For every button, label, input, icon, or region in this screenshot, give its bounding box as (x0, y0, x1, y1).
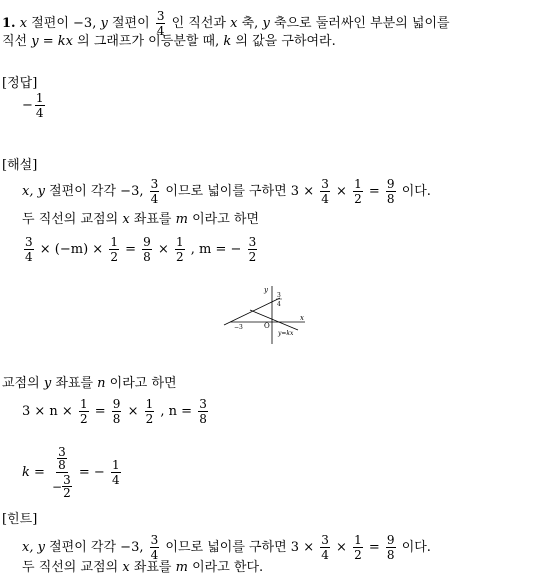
var-y: y (262, 16, 270, 31)
line-label: y=kx (278, 330, 294, 337)
explanation-line-6: k = 3 8 − $\frac{3}{2}$ = − $\frac{1}{4}$ (22, 445, 120, 500)
text: 절편이 (31, 16, 69, 31)
text: 축으로 둘러싸인 부분의 넓이를 (273, 16, 450, 31)
var-y: y (100, 16, 108, 31)
var-x: x (19, 16, 28, 31)
hint-line-2: 두 직선의 교점의 x 좌표를 m 이라고 한다. (22, 560, 264, 575)
coordinate-graph (220, 282, 320, 352)
answer-fraction: $\frac{1}{4}$ (35, 91, 44, 120)
origin-label: O (264, 322, 270, 330)
text: 절편이 (111, 16, 150, 31)
y-axis-label: y (264, 286, 268, 294)
line-y-equals-kx (250, 310, 298, 330)
explanation-line-5: 3 × n × $\frac{1}{2}$ = $\frac{9}{8}$ × $\frac{1}{2}$ , n = $\frac{3}{8}$ (22, 397, 207, 426)
explanation-line-3: $\frac{3}{4}$ × (−m) × $\frac{1}{2}$ = $\frac{9}{8}$ × $\frac{1}{2}$ , m = − $\frac{3}{2}$ (25, 235, 257, 264)
problem-number: 1. (2, 16, 16, 31)
explanation-line-1: x, y 절편이 각각 −3, $\frac{3}{4}$ 이므로 넓이를 구하면 3 × $\frac{3}{4}$ × $\frac{1}{2}$ = $\frac{9}{8}$ 이다. (22, 177, 431, 206)
var-k: k (223, 34, 232, 49)
var-x: x (230, 16, 238, 31)
text: 인 직선과 (171, 16, 226, 31)
problem-line-1: 1. x 절편이 −3, y 절편이 $\frac{3}{4}$ 인 직선과 x 축, y 축으로 둘러싸인 부분의 넓이를 (2, 9, 450, 38)
fraction-3-4: $\frac{3}{4}$ (156, 9, 165, 38)
explanation-line-4: 교점의 y 좌표를 n 이라고 하면 (2, 376, 177, 391)
answer-value: − $\frac{1}{4}$ (22, 91, 44, 120)
answer-header: [정답] (2, 76, 38, 91)
y-intercept-num: 3 (277, 292, 281, 299)
hint-line-1: x, y 절편이 각각 −3, $\frac{3}{4}$ 이므로 넓이를 구하면 3 × $\frac{3}{4}$ × $\frac{1}{2}$ = $\frac{9}{8}$ 이다. (22, 533, 431, 562)
compound-fraction: 3 8 − $\frac{3}{2}$ (52, 445, 71, 500)
problem-line-2: 직선 y = kx 의 그래프가 이등분할 때, k 의 값을 구하여라. (2, 34, 336, 49)
hint-header: [힌트] (2, 512, 38, 527)
explanation-line-2: 두 직선의 교점의 x 좌표를 m 이라고 하면 (22, 212, 260, 227)
equation: y = kx (31, 34, 73, 49)
explanation-header: [해설] (2, 158, 38, 173)
y-intercept-den: 4 (277, 301, 281, 308)
x-intercept-label: −3 (234, 324, 243, 331)
value: −3 (73, 16, 93, 31)
text: 축, (241, 16, 259, 31)
x-axis-label: x (300, 314, 304, 322)
